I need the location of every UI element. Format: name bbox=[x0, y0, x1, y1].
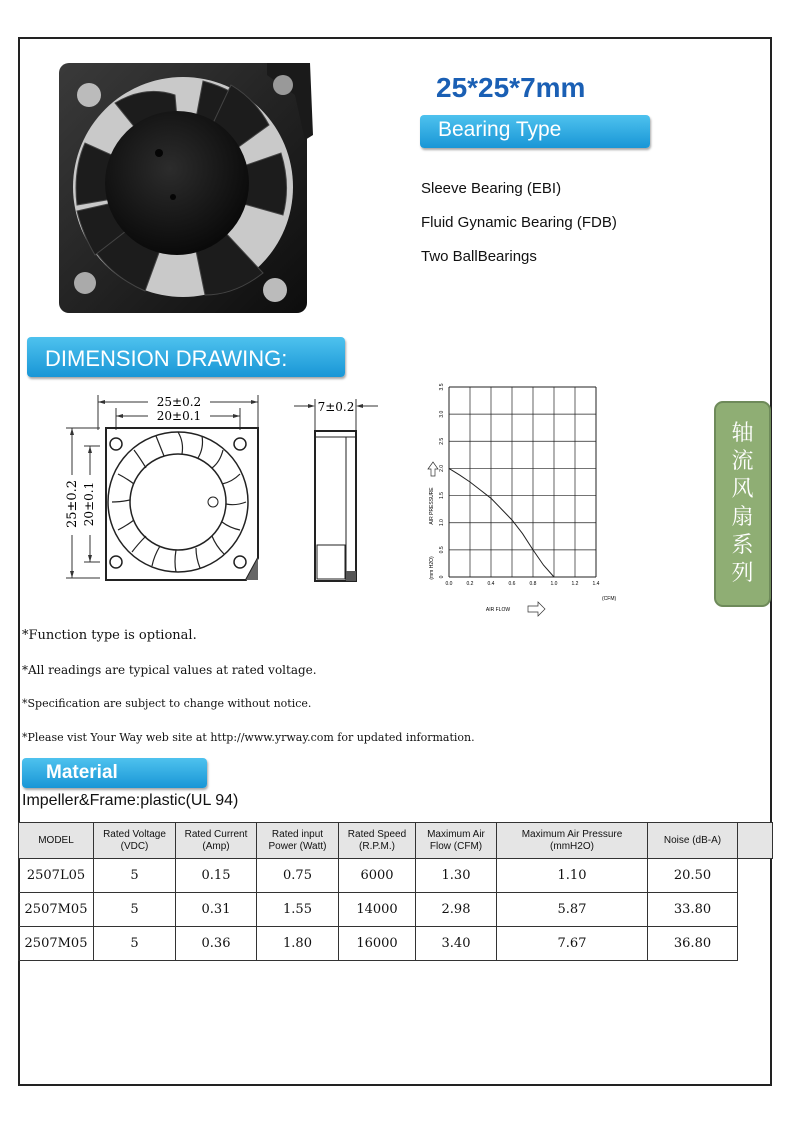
header-speed: Rated Speed (R.P.M.) bbox=[339, 823, 416, 859]
dim-thickness: 7±0.2 bbox=[317, 400, 355, 414]
dim-hole-spacing-v: 20±0.1 bbox=[82, 481, 96, 527]
side-view-drawing bbox=[290, 395, 380, 590]
cell-current: 0.31 bbox=[176, 893, 257, 927]
size-title: 25*25*7mm bbox=[436, 72, 586, 103]
fan-product-image bbox=[55, 55, 317, 317]
cell-blank bbox=[738, 927, 773, 961]
cell-noise: 20.50 bbox=[648, 859, 738, 893]
y-tick-label: 0 bbox=[439, 575, 445, 579]
bearing-type-item: Fluid Gynamic Bearing (FDB) bbox=[421, 214, 617, 231]
spec-table bbox=[18, 822, 773, 961]
cell-voltage: 5 bbox=[94, 927, 176, 961]
cell-noise: 33.80 bbox=[648, 893, 738, 927]
bearing-type-item: Two BallBearings bbox=[421, 248, 537, 265]
bearing-type-item: Sleeve Bearing (EBI) bbox=[421, 180, 562, 197]
cell-blank bbox=[738, 893, 773, 927]
x-tick-label: 0.4 bbox=[487, 581, 495, 587]
dim-outer-width: 25±0.2 bbox=[156, 395, 202, 409]
dim-hole-spacing: 20±0.1 bbox=[156, 409, 202, 423]
cell-pressure: 5.87 bbox=[497, 893, 648, 927]
y-tick-label: 0.5 bbox=[439, 546, 445, 554]
x-tick-label: 0.6 bbox=[508, 581, 516, 587]
header-blank bbox=[738, 823, 773, 859]
note-function-type: *Function type is optional. bbox=[22, 628, 197, 643]
chart-y-label: AIR PRESSURE bbox=[429, 487, 435, 525]
cell-noise: 36.80 bbox=[648, 927, 738, 961]
header-model: MODEL bbox=[19, 823, 94, 859]
cell-current: 0.36 bbox=[176, 927, 257, 961]
chart-x-unit: (CFM) bbox=[602, 596, 617, 602]
side-tab-char: 流 bbox=[731, 448, 754, 473]
side-tab-char: 列 bbox=[731, 560, 754, 585]
x-tick-label: 0.2 bbox=[466, 581, 474, 587]
header-airflow: Maximum Air Flow (CFM) bbox=[416, 823, 497, 859]
table-header-row bbox=[19, 823, 773, 859]
dimension-drawing-header: DIMENSION DRAWING: bbox=[27, 337, 345, 377]
x-tick-label: 1.0 bbox=[550, 581, 558, 587]
x-tick-label: 0.8 bbox=[529, 581, 537, 587]
cell-pressure: 1.10 bbox=[497, 859, 648, 893]
header-pressure: Maximum Air Pressure (mmH2O) bbox=[497, 823, 648, 859]
y-tick-label: 2.5 bbox=[439, 437, 445, 445]
header-power: Rated input Power (Watt) bbox=[257, 823, 339, 859]
cell-current: 0.15 bbox=[176, 859, 257, 893]
y-arrow-icon bbox=[428, 462, 438, 476]
cell-power: 0.75 bbox=[257, 859, 339, 893]
side-tab-char: 扇 bbox=[731, 504, 754, 529]
cell-voltage: 5 bbox=[94, 893, 176, 927]
cell-voltage: 5 bbox=[94, 859, 176, 893]
y-tick-label: 2.0 bbox=[439, 464, 445, 472]
chart-x-label: AIR FLOW bbox=[485, 607, 511, 613]
material-header: Material bbox=[22, 758, 207, 788]
chart-y-unit: (mm H2O) bbox=[429, 556, 435, 580]
cell-airflow: 3.40 bbox=[416, 927, 497, 961]
header-voltage: Rated Voltage (VDC) bbox=[94, 823, 176, 859]
table-row bbox=[19, 893, 773, 927]
cell-speed: 14000 bbox=[339, 893, 416, 927]
x-tick-label: 1.2 bbox=[571, 581, 579, 587]
series-side-tab bbox=[714, 401, 771, 607]
cell-speed: 16000 bbox=[339, 927, 416, 961]
bearing-type-header: Bearing Type bbox=[420, 115, 650, 148]
air-performance-chart bbox=[410, 378, 630, 618]
dim-outer-height: 25±0.2 bbox=[65, 479, 80, 529]
cell-power: 1.55 bbox=[257, 893, 339, 927]
x-arrow-icon bbox=[528, 602, 545, 616]
side-tab-char: 轴 bbox=[731, 420, 754, 445]
y-tick-label: 1.0 bbox=[439, 519, 445, 527]
cell-power: 1.80 bbox=[257, 927, 339, 961]
cell-model: 2507L05 bbox=[19, 859, 94, 893]
y-tick-label: 1.5 bbox=[439, 492, 445, 500]
y-tick-label: 3.5 bbox=[439, 383, 445, 391]
material-text: Impeller&Frame:plastic(UL 94) bbox=[22, 792, 239, 809]
x-tick-label: 1.4 bbox=[592, 581, 600, 587]
cell-speed: 6000 bbox=[339, 859, 416, 893]
table-row bbox=[19, 859, 773, 893]
header-current: Rated Current (Amp) bbox=[176, 823, 257, 859]
table-row bbox=[19, 927, 773, 961]
cell-airflow: 1.30 bbox=[416, 859, 497, 893]
side-tab-char: 系 bbox=[731, 532, 754, 557]
cell-airflow: 2.98 bbox=[416, 893, 497, 927]
x-tick-label: 0.0 bbox=[445, 581, 453, 587]
note-specification: *Specification are subject to change without notice. bbox=[22, 697, 312, 710]
side-tab-char: 风 bbox=[731, 476, 754, 501]
cell-model: 2507M05 bbox=[19, 927, 94, 961]
y-tick-label: 3.0 bbox=[439, 410, 445, 418]
note-readings: *All readings are typical values at rated voltage. bbox=[22, 663, 317, 677]
cell-pressure: 7.67 bbox=[497, 927, 648, 961]
header-noise: Noise (dB-A) bbox=[648, 823, 738, 859]
front-view-drawing bbox=[60, 390, 275, 590]
cell-blank bbox=[738, 859, 773, 893]
note-website: *Please vist Your Way web site at http://www.yrway.com for updated information. bbox=[22, 731, 475, 744]
cell-model: 2507M05 bbox=[19, 893, 94, 927]
